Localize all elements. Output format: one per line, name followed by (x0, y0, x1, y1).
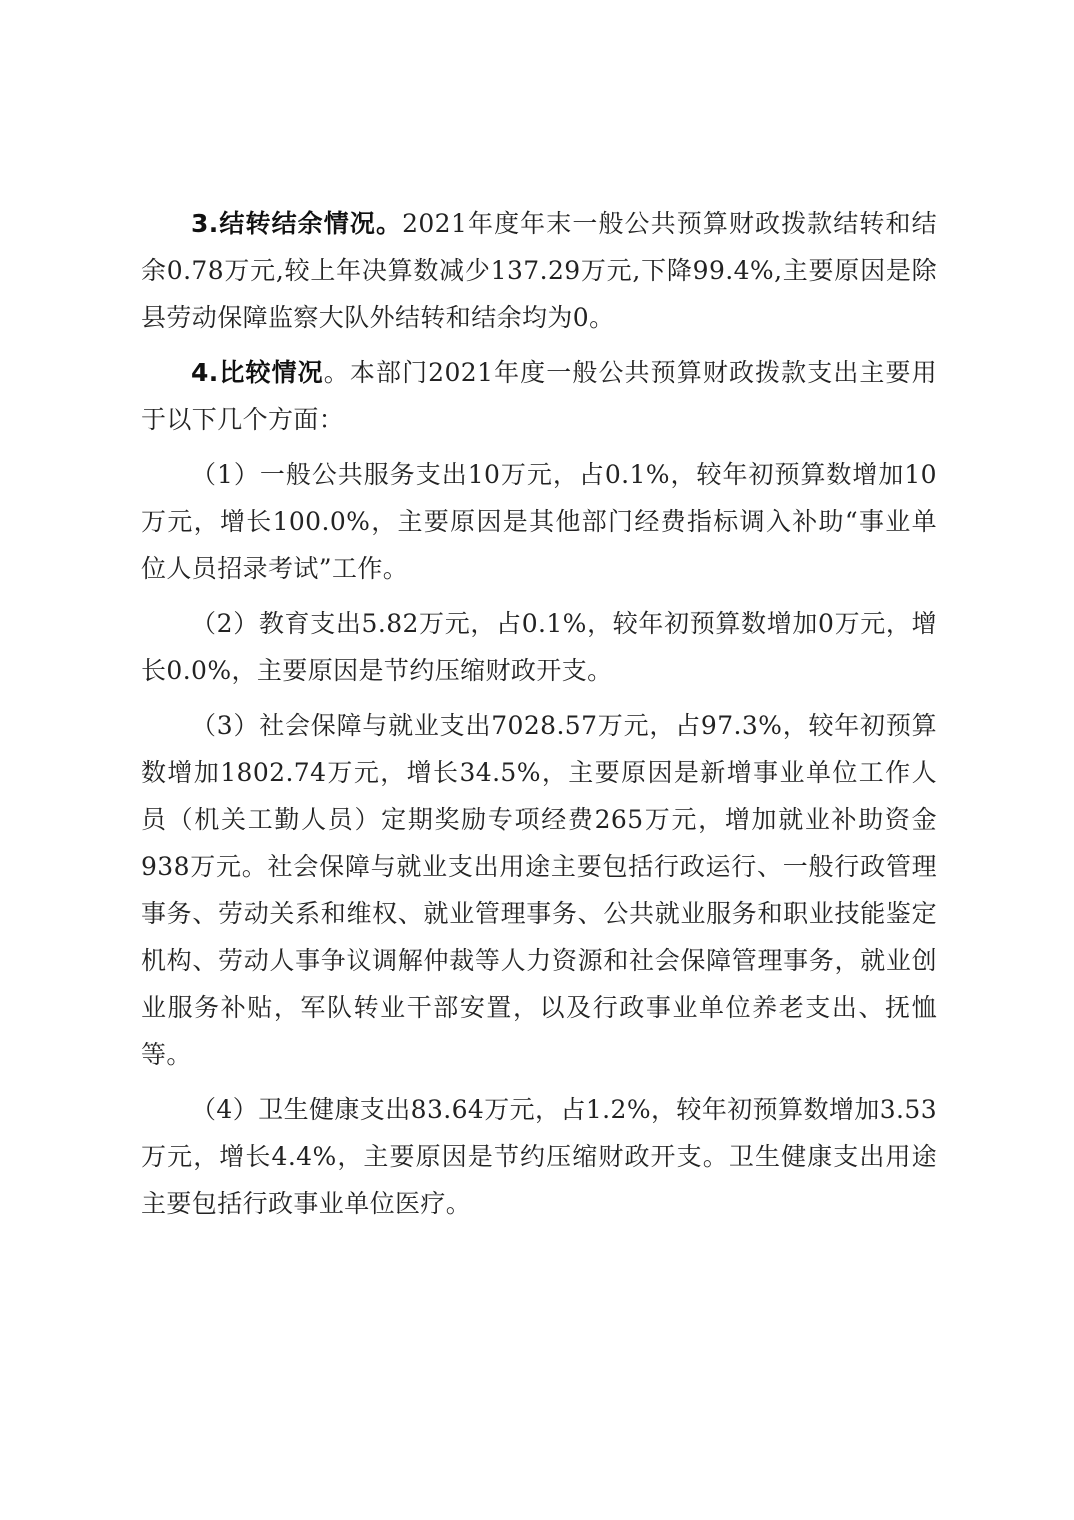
section-heading-comparison: 4.比较情况 (191, 358, 324, 387)
section-heading-carryover: 3.结转结余情况。 (191, 209, 403, 238)
item-general-public-services: （1）一般公共服务支出10万元，占0.1%，较年初预算数增加10万元，增长100.0%，主要原因是其他部门经费指标调入补助“事业单位人员招录考试”工作。 (141, 460, 937, 583)
section-text-comparison: 。本部门2021年度一般公共预算财政拨款支出主要用于以下几个方面： (141, 358, 938, 434)
section-comparison (141, 349, 937, 443)
section-carryover (141, 200, 937, 341)
item-social-security-employment: （3）社会保障与就业支出7028.57万元，占97.3%，较年初预算数增加1802.74万元，增长34.5%，主要原因是新增事业单位工作人员（机关工勤人员）定期奖励专项经费265万元，增加就业补助资金938万元。社会保障与就业支出用途主要包括行政运行、一般行政管理事务、劳动关系和维权、就业管理事务、公共就业服务和职业技能鉴定机构、劳动人事争议调解仲裁等人力资源和社会保障管理事务，就业创业服务补贴，军队转业干部安置，以及行政事业单位养老支出、抚恤等。 (141, 711, 937, 1069)
item-health: （4）卫生健康支出83.64万元，占1.2%，较年初预算数增加3.53万元，增长4.4%，主要原因是节约压缩财政开支。卫生健康支出用途主要包括行政事业单位医疗。 (141, 1095, 937, 1218)
item-education: （2）教育支出5.82万元，占0.1%，较年初预算数增加0万元，增长0.0%，主要原因是节约压缩财政开支。 (141, 609, 937, 685)
document-body (141, 200, 937, 1235)
section-text-carryover: 2021年度年末一般公共预算财政拨款结转和结余0.78万元,较上年决算数减少137.29万元,下降99.4%,主要原因是除县劳动保障监察大队外结转和结余均为0。 (141, 209, 937, 332)
